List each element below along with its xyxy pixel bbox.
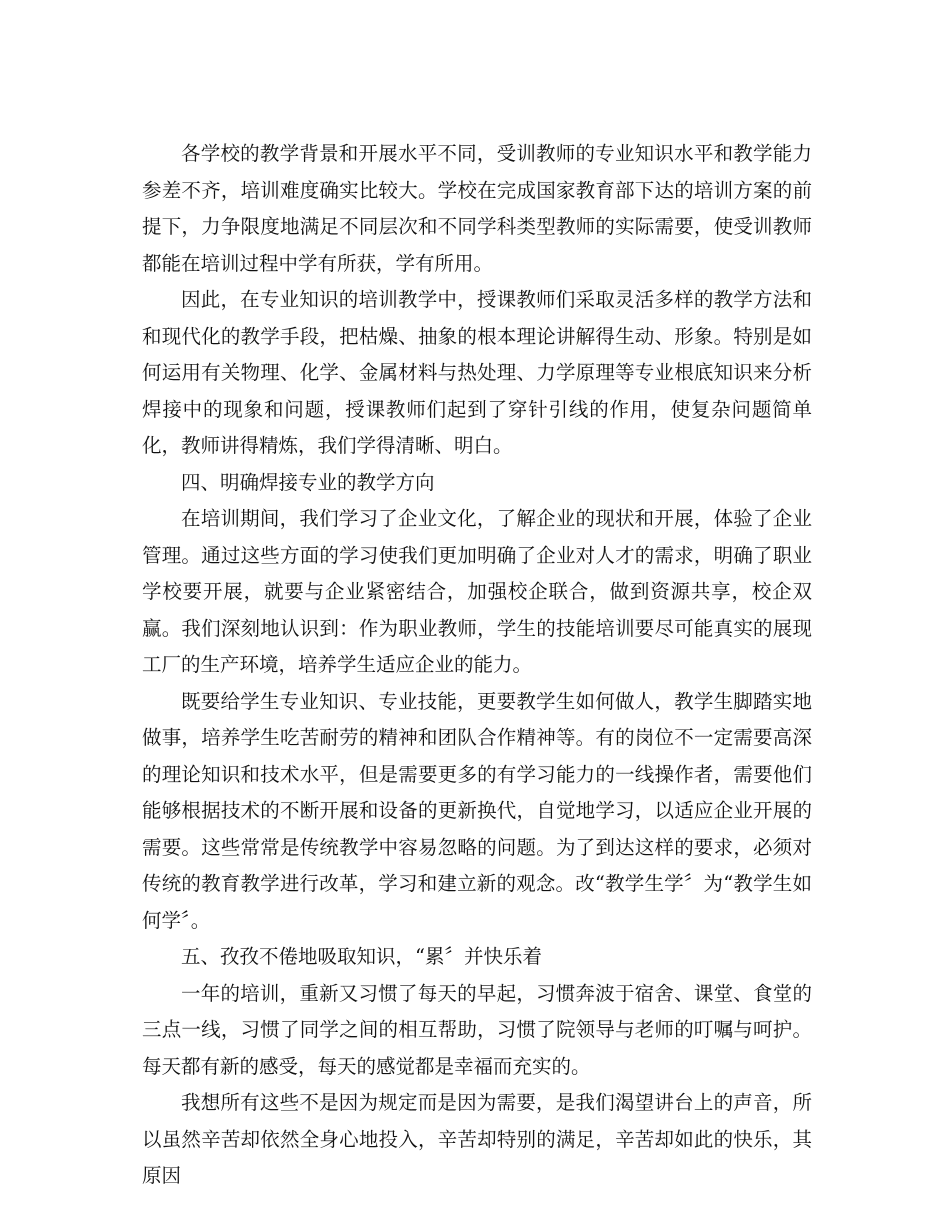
document-body — [142, 136, 812, 1195]
section-heading-5: 五、孜孜不倦地吸取知识，“累〞并快乐着 — [181, 945, 542, 968]
paragraph-training-year: 一年的培训，重新又习惯了每天的早起，习惯奔波于宿舍、课堂、食堂的三点一线，习惯了同学之间的相互帮助，习惯了院领导与老师的叮嘱与呵护。每天都有新的感受，每天的感觉都是幸福而充实的。 — [142, 981, 812, 1078]
section-heading-4: 四、明确焊接专业的教学方向 — [181, 470, 435, 494]
paragraph-student-skills: 既要给学生专业知识、专业技能，更要教学生如何做人，教学生脚踏实地做事，培养学生吃苦耐劳的精神和团队合作精神等。有的岗位不一定需要高深的理论知识和技术水平，但是需要更多的有学习能力的一线操作者，需要他们能够根据技术的不断开展和设备的更新换代，自觉地学习，以适应企业开展的需要。这些常常是传统教学中容易忽略的问题。为了到达这样的要求，必须对传统的教育教学进行改革，学习和建立新的观念。改“教学生学〞为“教学生如何学〞。 — [142, 689, 812, 932]
paragraph-teaching-methods: 因此，在专业知识的培训教学中，授课教师们采取灵活多样的教学方法和和现代化的教学手段，把枯燥、抽象的根本理论讲解得生动、形象。特别是如何运用有关物理、化学、金属材料与热处理、力学原理等专业根底知识来分析焊接中的现象和问题，授课教师们起到了穿针引线的作用，使复杂问题简单化，教师讲得精炼，我们学得清晰、明白。 — [142, 288, 812, 457]
paragraph-training-difficulty: 各学校的教学背景和开展水平不同，受训教师的专业知识水平和教学能力参差不齐，培训难度确实比较大。学校在完成国家教育部下达的培训方案的前提下，力争限度地满足不同层次和不同学科类型教师的实际需要，使受训教师都能在培训过程中学有所获，学有所用。 — [142, 142, 812, 275]
paragraph-reason: 我想所有这些不是因为规定而是因为需要，是我们渴望讲台上的声音，所以虽然辛苦却依然全身心地投入，辛苦却特别的满足，辛苦却如此的快乐，其原因 — [142, 1091, 812, 1187]
paragraph-enterprise-culture: 在培训期间，我们学习了企业文化，了解企业的现状和开展，体验了企业管理。通过这些方面的学习使我们更加明确了企业对人才的需求，明确了职业学校要开展，就要与企业紧密结合，加强校企联合，做到资源共享，校企双赢。我们深刻地认识到：作为职业教师，学生的技能培训要尽可能真实的展现工厂的生产环境，培养学生适应企业的能力。 — [142, 507, 812, 676]
